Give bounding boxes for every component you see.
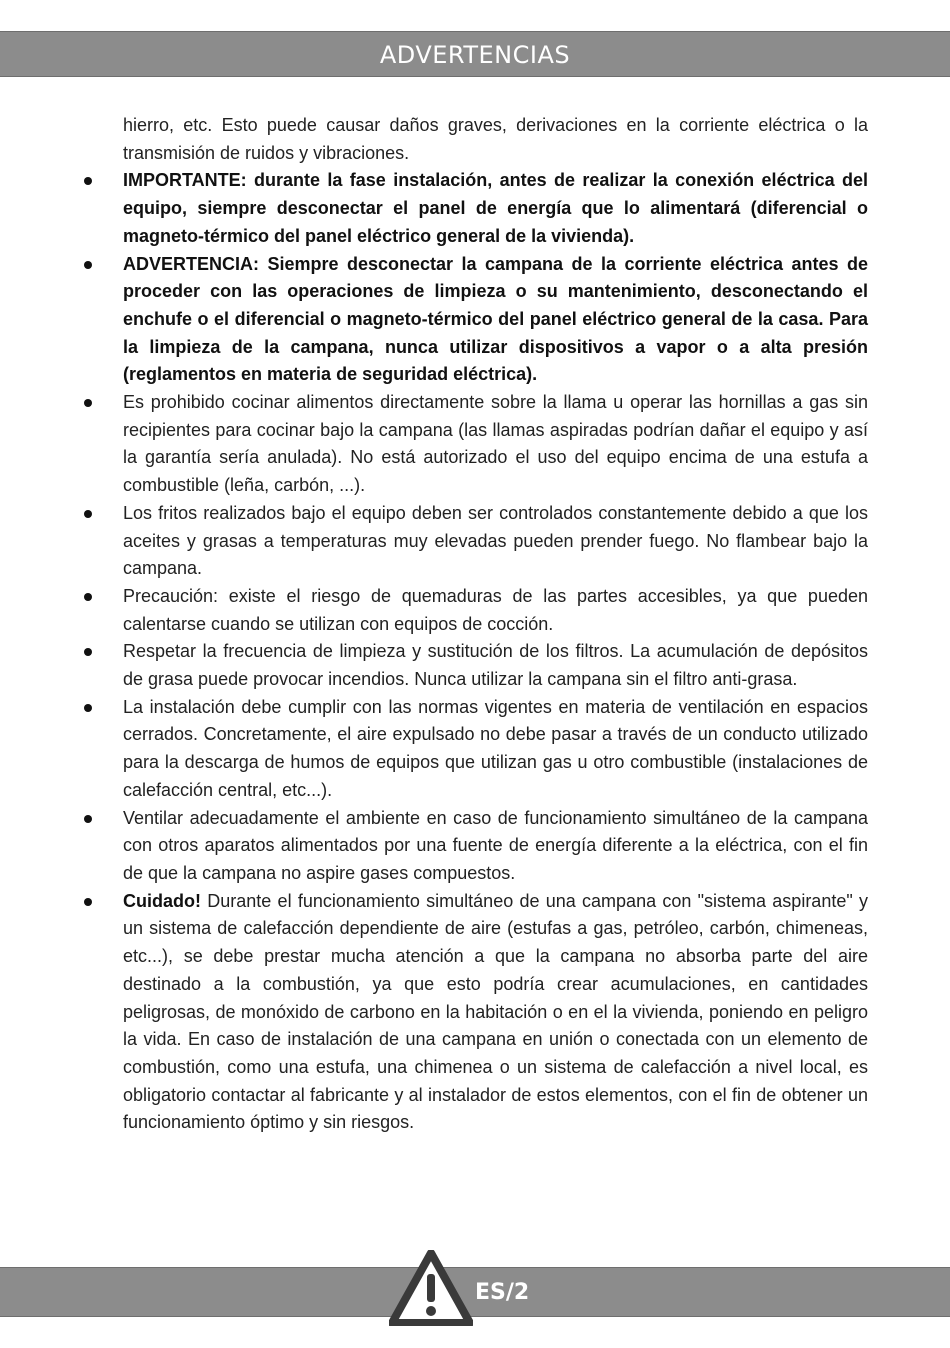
header-band <box>0 31 950 77</box>
list-item <box>80 583 868 638</box>
intro-paragraph: hierro, etc. Esto puede causar daños graves, derivaciones en la corriente eléctrica o la transmisión de ruidos y vibraciones. <box>123 115 868 163</box>
item-bold-text: IMPORTANTE: durante la fase instalación, antes de realizar la conexión eléctrica del equipo, siempre desconectar el panel de energía que lo alimentará (diferencial o magneto-térmico del panel eléctrico general de la vivienda). <box>123 170 868 246</box>
list-item <box>80 888 868 1137</box>
item-text: Durante el funcionamiento simultáneo de una campana con "sistema aspirante" y un sistema de calefacción dependiente de aire (estufas a gas, petróleo, carbón, chimeneas, etc...), se debe prestar mucha atención a que la campana no absorba parte del aire destinado a la combustión, ya que esto podría crear acumulaciones, en cantidades peligrosas, de monóxido de carbono en la habitación o en el la vivienda, poniendo en peligro la vida. En caso de instalación de una campana en unión o conectada con un elemento de combustión, como una estufa, una chimenea o un sistema de calefacción a nivel local, es obligatorio contactar al fabricante y al instalador de estos elementos, con el fin de obtener un funcionamiento óptimo y sin riesgos. <box>123 890 868 1133</box>
warning-list <box>80 167 868 1137</box>
item-bold-text: ADVERTENCIA: Siempre desconectar la campana de la corriente eléctrica antes de proceder con las operaciones de limpieza o su mantenimiento, desconectando el enchufe o el diferencial o magneto-térmico del panel eléctrico general de la casa. Para la limpieza de la campana, nunca utilizar dispositivos a vapor o a alta presión (reglamentos en materia de seguridad eléctrica). <box>123 253 868 385</box>
footer-band <box>0 1267 950 1317</box>
bullet-icon <box>84 648 92 656</box>
warning-triangle-icon <box>389 1250 473 1326</box>
bullet-icon <box>84 399 92 407</box>
bullet-icon <box>84 510 92 518</box>
item-text: La instalación debe cumplir con las normas vigentes en materia de ventilación en espacios cerrados. Concretamente, el aire expulsado no debe pasar a través de un conducto utilizado para la descarga de humos de equipos que utilizan gas u otro combustible (instalaciones de calefacción central, etc...). <box>123 696 868 800</box>
warnings-body <box>80 112 868 1137</box>
list-item <box>80 389 868 500</box>
item-text: Es prohibido cocinar alimentos directamente sobre la llama u operar las hornillas a gas sin recipientes para cocinar bajo la campana (las llamas aspiradas podrían dañar el equipo y así la garantía sería anulada). No está autorizado el uso del equipo encima de una estufa a combustible (leña, carbón, ...). <box>123 392 868 496</box>
bullet-icon <box>84 815 92 823</box>
bullet-icon <box>84 593 92 601</box>
bullet-icon <box>84 177 92 185</box>
bullet-icon <box>84 704 92 712</box>
item-bold-text: Cuidado! <box>123 890 201 911</box>
item-text: Los fritos realizados bajo el equipo deben ser controlados constantemente debido a que los aceites y grasas a temperaturas muy elevadas pueden prender fuego. No flambear bajo la campana. <box>123 502 868 579</box>
list-item <box>80 500 868 583</box>
page-number: ES/2 <box>475 1280 530 1305</box>
list-item <box>80 805 868 888</box>
list-item <box>80 638 868 693</box>
item-text: Precaución: existe el riesgo de quemaduras de las partes accesibles, ya que pueden calentarse cuando se utilizan con equipos de cocción. <box>123 585 868 634</box>
bullet-icon <box>84 261 92 269</box>
list-item <box>80 694 868 805</box>
bullet-icon <box>84 898 92 906</box>
item-text: Ventilar adecuadamente el ambiente en caso de funcionamiento simultáneo de la campana con otros aparatos alimentados por una fuente de energía diferente a la eléctrica, con el fin de que la campana no aspire gases compuestos. <box>123 807 868 883</box>
list-item <box>80 251 868 390</box>
list-item <box>80 167 868 250</box>
page-title: ADVERTENCIAS <box>379 41 571 69</box>
item-text: Respetar la frecuencia de limpieza y sustitución de los filtros. La acumulación de depósitos de grasa puede provocar incendios. Nunca utilizar la campana sin el filtro anti-grasa. <box>123 641 868 690</box>
